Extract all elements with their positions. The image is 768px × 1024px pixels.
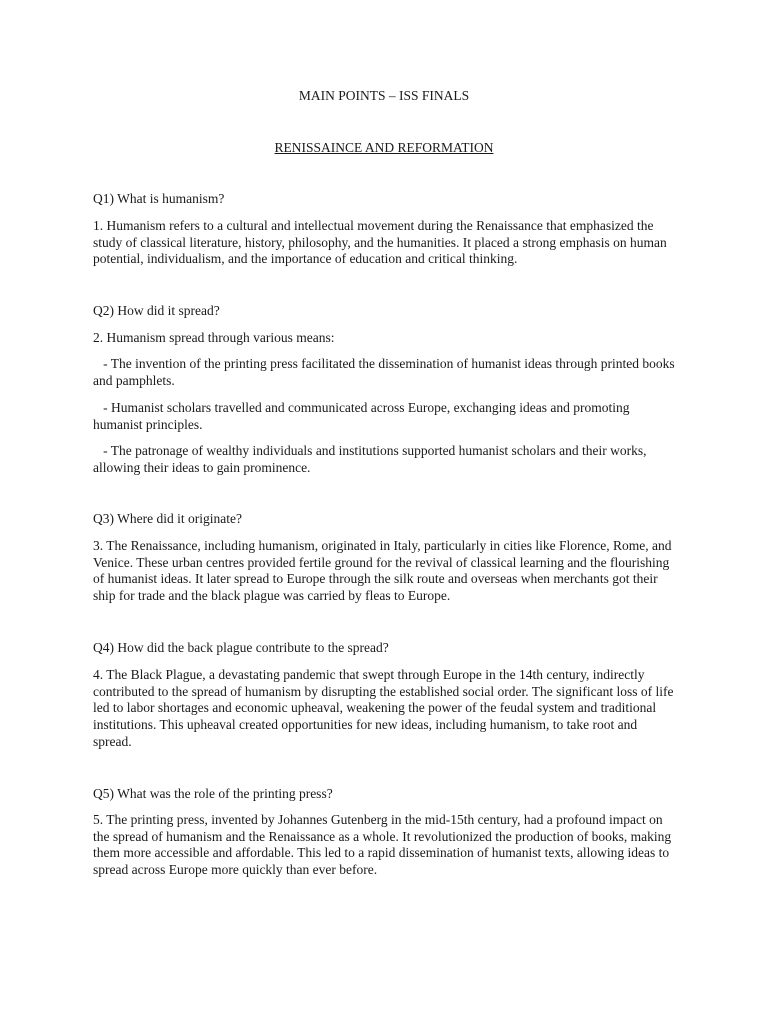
document-title: MAIN POINTS – ISS FINALS [298, 88, 470, 103]
question-3: Q3) Where did it originate? [93, 511, 242, 526]
answer-2-point-2: - Humanist scholars travelled and communicated across Europe, exchanging ideas and promoting humanist principles. [93, 400, 633, 432]
answer-3: 3. The Renaissance, including humanism, originated in Italy, particularly in cities like Florence, Rome, and Venice. These urban centres provided fertile ground for the revival of classical learning and the flourishing of humanist ideas. It later spread to Europe through the silk route and overseas when merchants got their ship for trade and the black plague was carried by fleas to Europe. [93, 538, 672, 604]
question-2: Q2) How did it spread? [93, 303, 220, 318]
answer-4: 4. The Black Plague, a devastating pandemic that swept through Europe in the 14th century, indirectly contributed to the spread of humanism by disrupting the established social order. The significant loss of life led to labor shortages and economic upheaval, weakening the power of the feudal system and traditional institutions. This upheaval created opportunities for new ideas, including humanism, to take root and spread. [93, 667, 674, 749]
answer-1: 1. Humanism refers to a cultural and intellectual movement during the Renaissance that emphasized the study of classical literature, history, philosophy, and the humanities. It placed a strong emphasis on human potential, individualism, and the importance of education and critical thinking. [93, 218, 667, 267]
section-heading: RENISSAINCE AND REFORMATION [274, 140, 494, 155]
question-4: Q4) How did the back plague contribute to the spread? [93, 640, 389, 655]
answer-2-point-3: - The patronage of wealthy individuals and institutions supported humanist scholars and their works, allowing their ideas to gain prominence. [93, 443, 650, 475]
answer-5: 5. The printing press, invented by Johannes Gutenberg in the mid-15th century, had a profound impact on the spread of humanism and the Renaissance as a whole. It revolutionized the production of books, making them more accessible and affordable. This led to a rapid dissemination of humanist texts, allowing ideas to spread across Europe more quickly than ever before. [93, 812, 672, 878]
question-1: Q1) What is humanism? [93, 191, 225, 206]
answer-2-point-1: - The invention of the printing press facilitated the dissemination of humanist ideas through printed books and pamphlets. [93, 356, 679, 388]
question-5: Q5) What was the role of the printing press? [93, 786, 333, 801]
answer-2-intro: 2. Humanism spread through various means: [93, 330, 335, 345]
